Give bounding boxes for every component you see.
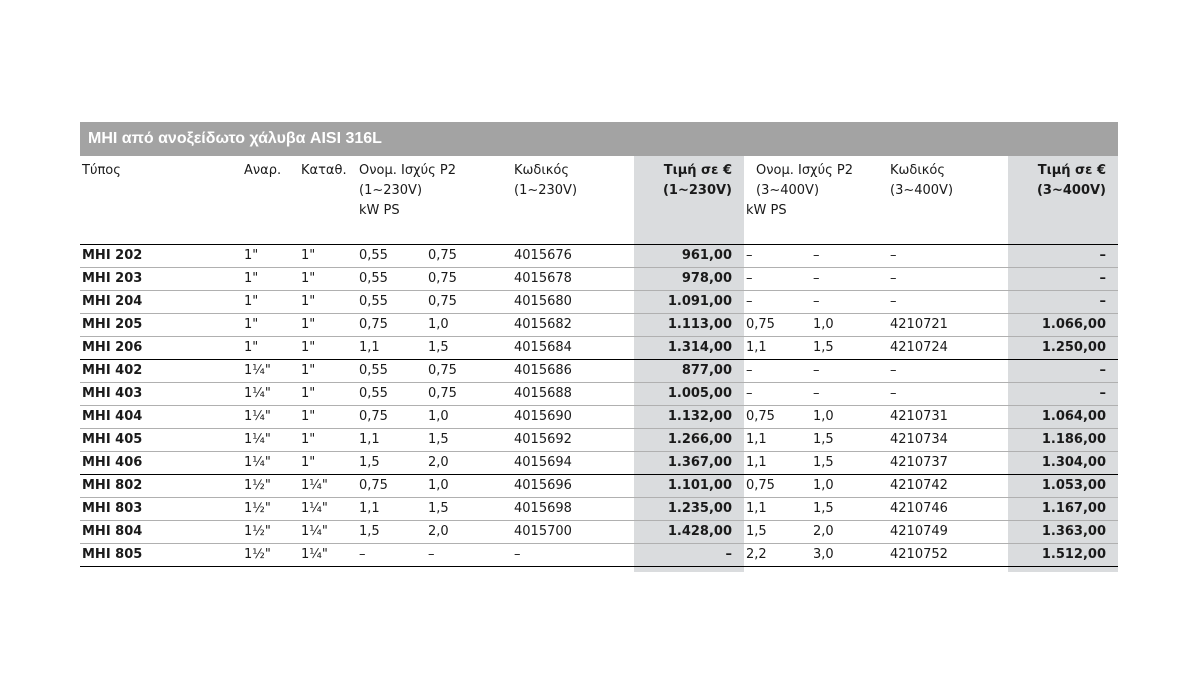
cell-code-3: 4210731 bbox=[888, 405, 1008, 428]
cell-anar: 1½" bbox=[242, 474, 299, 497]
cell-kw-3: – bbox=[744, 290, 811, 313]
cell-code-3: – bbox=[888, 359, 1008, 382]
cell-ps-3: – bbox=[811, 267, 888, 290]
cell-kw-3: 0,75 bbox=[744, 313, 811, 336]
cell-price-3: 1.167,00 bbox=[1008, 497, 1118, 520]
cell-code-1: 4015686 bbox=[512, 359, 634, 382]
header-code-1-sub: (1~230V) bbox=[514, 183, 578, 198]
cell-anar: 1" bbox=[242, 290, 299, 313]
cell-ps-3: 1,5 bbox=[811, 497, 888, 520]
header-power-1-label: Ονομ. Ισχύς P2 bbox=[359, 163, 456, 178]
cell-ps-1: 0,75 bbox=[426, 359, 512, 382]
cell-ps-1: 0,75 bbox=[426, 267, 512, 290]
cell-price-3: – bbox=[1008, 244, 1118, 267]
cell-katath: 1" bbox=[299, 267, 357, 290]
cell-code-1: 4015698 bbox=[512, 497, 634, 520]
header-price-1-label: Τιμή σε € bbox=[663, 163, 732, 178]
header-price-1-sub: (1~230V) bbox=[662, 183, 732, 198]
cell-code-1: 4015690 bbox=[512, 405, 634, 428]
cell-code-1: 4015694 bbox=[512, 451, 634, 474]
cell-katath: 1" bbox=[299, 336, 357, 359]
cell-price-3: – bbox=[1008, 359, 1118, 382]
cell-katath: 1¼" bbox=[299, 520, 357, 543]
cell-ps-1: 2,0 bbox=[426, 520, 512, 543]
cell-price-3: 1.304,00 bbox=[1008, 451, 1118, 474]
header-power-3-label: Ονομ. Ισχύς P2 bbox=[756, 163, 853, 178]
table-body bbox=[80, 244, 1118, 566]
cell-ps-3: – bbox=[811, 359, 888, 382]
cell-price-1: 1.005,00 bbox=[634, 382, 744, 405]
header-ps-3: PS bbox=[770, 203, 787, 218]
header-kw-3: kW bbox=[746, 203, 767, 218]
cell-type: MHI 803 bbox=[80, 497, 242, 520]
cell-ps-3: 1,0 bbox=[811, 313, 888, 336]
header-price-3-label: Τιμή σε € bbox=[1037, 163, 1106, 178]
cell-price-1: 1.367,00 bbox=[634, 451, 744, 474]
table-row bbox=[80, 405, 1118, 428]
cell-anar: 1½" bbox=[242, 497, 299, 520]
cell-anar: 1¼" bbox=[242, 405, 299, 428]
cell-kw-1: 0,75 bbox=[357, 313, 426, 336]
cell-ps-1: 0,75 bbox=[426, 244, 512, 267]
cell-kw-1: 0,75 bbox=[357, 405, 426, 428]
cell-code-1: 4015688 bbox=[512, 382, 634, 405]
cell-katath: 1" bbox=[299, 244, 357, 267]
cell-price-1: 1.314,00 bbox=[634, 336, 744, 359]
header-power-3-units bbox=[746, 202, 888, 220]
cell-kw-3: 1,1 bbox=[744, 428, 811, 451]
cell-code-1: 4015680 bbox=[512, 290, 634, 313]
table-wrap bbox=[80, 156, 1118, 567]
cell-code-3: – bbox=[888, 267, 1008, 290]
table-row bbox=[80, 267, 1118, 290]
cell-anar: 1" bbox=[242, 336, 299, 359]
cell-price-1: – bbox=[634, 543, 744, 566]
cell-code-3: 4210734 bbox=[888, 428, 1008, 451]
cell-price-1: 1.132,00 bbox=[634, 405, 744, 428]
cell-kw-1: 1,1 bbox=[357, 428, 426, 451]
header-power-1-sub: (1~230V) bbox=[359, 183, 423, 198]
header-price-1 bbox=[634, 156, 744, 244]
cell-kw-3: 0,75 bbox=[744, 405, 811, 428]
cell-anar: 1¼" bbox=[242, 428, 299, 451]
cell-price-1: 978,00 bbox=[634, 267, 744, 290]
cell-kw-1: – bbox=[357, 543, 426, 566]
header-power-3 bbox=[744, 156, 888, 244]
cell-katath: 1" bbox=[299, 382, 357, 405]
cell-ps-3: 1,0 bbox=[811, 405, 888, 428]
table-title: MHI από ανοξείδωτο χάλυβα AISI 316L bbox=[80, 122, 1118, 156]
header-type: Τύπος bbox=[80, 156, 242, 244]
cell-ps-1: 1,5 bbox=[426, 497, 512, 520]
cell-kw-3: 1,1 bbox=[744, 497, 811, 520]
cell-price-1: 1.101,00 bbox=[634, 474, 744, 497]
table-row bbox=[80, 290, 1118, 313]
cell-anar: 1¼" bbox=[242, 359, 299, 382]
cell-kw-3: – bbox=[744, 244, 811, 267]
cell-kw-3: – bbox=[744, 359, 811, 382]
cell-price-3: – bbox=[1008, 382, 1118, 405]
cell-ps-1: – bbox=[426, 543, 512, 566]
cell-price-3: 1.512,00 bbox=[1008, 543, 1118, 566]
cell-katath: 1¼" bbox=[299, 497, 357, 520]
cell-kw-1: 1,1 bbox=[357, 497, 426, 520]
cell-price-1: 1.235,00 bbox=[634, 497, 744, 520]
header-kw-1: kW bbox=[359, 203, 380, 218]
cell-code-1: 4015696 bbox=[512, 474, 634, 497]
cell-katath: 1" bbox=[299, 428, 357, 451]
cell-kw-3: – bbox=[744, 267, 811, 290]
cell-ps-3: 2,0 bbox=[811, 520, 888, 543]
table-row bbox=[80, 336, 1118, 359]
cell-type: MHI 805 bbox=[80, 543, 242, 566]
cell-code-3: 4210721 bbox=[888, 313, 1008, 336]
cell-price-3: 1.186,00 bbox=[1008, 428, 1118, 451]
cell-ps-3: 1,5 bbox=[811, 451, 888, 474]
cell-kw-1: 0,55 bbox=[357, 290, 426, 313]
cell-ps-1: 0,75 bbox=[426, 382, 512, 405]
header-power-1 bbox=[357, 156, 512, 244]
cell-katath: 1" bbox=[299, 290, 357, 313]
cell-anar: 1" bbox=[242, 267, 299, 290]
cell-anar: 1" bbox=[242, 313, 299, 336]
cell-ps-3: 1,5 bbox=[811, 428, 888, 451]
cell-code-3: 4210746 bbox=[888, 497, 1008, 520]
cell-ps-1: 1,0 bbox=[426, 313, 512, 336]
cell-price-3: 1.064,00 bbox=[1008, 405, 1118, 428]
cell-code-1: – bbox=[512, 543, 634, 566]
header-power-3-sub: (3~400V) bbox=[756, 183, 820, 198]
cell-ps-1: 2,0 bbox=[426, 451, 512, 474]
cell-kw-3: 1,5 bbox=[744, 520, 811, 543]
cell-kw-3: – bbox=[744, 382, 811, 405]
header-power-1-units bbox=[359, 202, 512, 220]
cell-price-3: 1.363,00 bbox=[1008, 520, 1118, 543]
cell-ps-3: 1,5 bbox=[811, 336, 888, 359]
cell-ps-3: 3,0 bbox=[811, 543, 888, 566]
cell-code-3: 4210742 bbox=[888, 474, 1008, 497]
cell-ps-1: 1,0 bbox=[426, 474, 512, 497]
cell-code-3: – bbox=[888, 382, 1008, 405]
cell-kw-3: 1,1 bbox=[744, 451, 811, 474]
cell-code-3: – bbox=[888, 244, 1008, 267]
cell-type: MHI 202 bbox=[80, 244, 242, 267]
cell-kw-1: 0,55 bbox=[357, 359, 426, 382]
cell-katath: 1" bbox=[299, 359, 357, 382]
cell-type: MHI 802 bbox=[80, 474, 242, 497]
table-row bbox=[80, 474, 1118, 497]
cell-code-1: 4015700 bbox=[512, 520, 634, 543]
cell-price-1: 1.428,00 bbox=[634, 520, 744, 543]
header-ps-1: PS bbox=[383, 203, 400, 218]
cell-type: MHI 203 bbox=[80, 267, 242, 290]
cell-price-1: 877,00 bbox=[634, 359, 744, 382]
price-table bbox=[80, 156, 1118, 567]
table-row bbox=[80, 359, 1118, 382]
cell-kw-1: 1,1 bbox=[357, 336, 426, 359]
header-price-3-sub: (3~400V) bbox=[1036, 183, 1106, 198]
cell-kw-3: 2,2 bbox=[744, 543, 811, 566]
cell-ps-1: 1,5 bbox=[426, 336, 512, 359]
cell-katath: 1" bbox=[299, 405, 357, 428]
table-header bbox=[80, 156, 1118, 244]
table-row bbox=[80, 497, 1118, 520]
cell-price-3: 1.250,00 bbox=[1008, 336, 1118, 359]
cell-ps-3: – bbox=[811, 290, 888, 313]
cell-code-3: 4210724 bbox=[888, 336, 1008, 359]
table-row bbox=[80, 451, 1118, 474]
cell-type: MHI 405 bbox=[80, 428, 242, 451]
cell-ps-3: 1,0 bbox=[811, 474, 888, 497]
header-code-1-label: Κωδικός bbox=[514, 163, 570, 178]
cell-price-3: – bbox=[1008, 290, 1118, 313]
cell-code-1: 4015678 bbox=[512, 267, 634, 290]
cell-type: MHI 205 bbox=[80, 313, 242, 336]
cell-kw-1: 0,55 bbox=[357, 244, 426, 267]
cell-type: MHI 404 bbox=[80, 405, 242, 428]
cell-type: MHI 402 bbox=[80, 359, 242, 382]
cell-price-3: 1.066,00 bbox=[1008, 313, 1118, 336]
table-row bbox=[80, 244, 1118, 267]
header-katath: Καταθ. bbox=[299, 156, 357, 244]
cell-katath: 1¼" bbox=[299, 474, 357, 497]
cell-type: MHI 406 bbox=[80, 451, 242, 474]
cell-code-1: 4015676 bbox=[512, 244, 634, 267]
cell-katath: 1¼" bbox=[299, 543, 357, 566]
cell-ps-3: – bbox=[811, 244, 888, 267]
cell-kw-3: 0,75 bbox=[744, 474, 811, 497]
table-row bbox=[80, 313, 1118, 336]
cell-code-1: 4015682 bbox=[512, 313, 634, 336]
cell-kw-3: 1,1 bbox=[744, 336, 811, 359]
cell-type: MHI 804 bbox=[80, 520, 242, 543]
cell-code-3: 4210737 bbox=[888, 451, 1008, 474]
cell-price-1: 1.113,00 bbox=[634, 313, 744, 336]
cell-kw-1: 1,5 bbox=[357, 520, 426, 543]
cell-type: MHI 204 bbox=[80, 290, 242, 313]
cell-ps-1: 1,5 bbox=[426, 428, 512, 451]
header-code-3-sub: (3~400V) bbox=[890, 183, 954, 198]
table-row bbox=[80, 543, 1118, 566]
cell-kw-1: 0,55 bbox=[357, 382, 426, 405]
cell-price-1: 1.266,00 bbox=[634, 428, 744, 451]
cell-ps-1: 1,0 bbox=[426, 405, 512, 428]
header-code-1 bbox=[512, 156, 634, 244]
cell-kw-1: 0,75 bbox=[357, 474, 426, 497]
cell-katath: 1" bbox=[299, 313, 357, 336]
cell-katath: 1" bbox=[299, 451, 357, 474]
cell-code-1: 4015692 bbox=[512, 428, 634, 451]
table-row bbox=[80, 520, 1118, 543]
cell-code-3: – bbox=[888, 290, 1008, 313]
header-code-3-label: Κωδικός bbox=[890, 163, 946, 178]
cell-price-3: – bbox=[1008, 267, 1118, 290]
cell-type: MHI 403 bbox=[80, 382, 242, 405]
table-row bbox=[80, 428, 1118, 451]
cell-anar: 1" bbox=[242, 244, 299, 267]
cell-anar: 1½" bbox=[242, 543, 299, 566]
cell-price-3: 1.053,00 bbox=[1008, 474, 1118, 497]
cell-price-1: 1.091,00 bbox=[634, 290, 744, 313]
cell-ps-3: – bbox=[811, 382, 888, 405]
header-anar: Αναρ. bbox=[242, 156, 299, 244]
cell-type: MHI 206 bbox=[80, 336, 242, 359]
cell-ps-1: 0,75 bbox=[426, 290, 512, 313]
price-table-panel bbox=[80, 122, 1118, 567]
cell-anar: 1¼" bbox=[242, 382, 299, 405]
header-price-3 bbox=[1008, 156, 1118, 244]
cell-kw-1: 0,55 bbox=[357, 267, 426, 290]
cell-code-3: 4210749 bbox=[888, 520, 1008, 543]
header-code-3 bbox=[888, 156, 1008, 244]
cell-kw-1: 1,5 bbox=[357, 451, 426, 474]
table-row bbox=[80, 382, 1118, 405]
cell-anar: 1¼" bbox=[242, 451, 299, 474]
cell-anar: 1½" bbox=[242, 520, 299, 543]
cell-code-1: 4015684 bbox=[512, 336, 634, 359]
cell-price-1: 961,00 bbox=[634, 244, 744, 267]
cell-code-3: 4210752 bbox=[888, 543, 1008, 566]
